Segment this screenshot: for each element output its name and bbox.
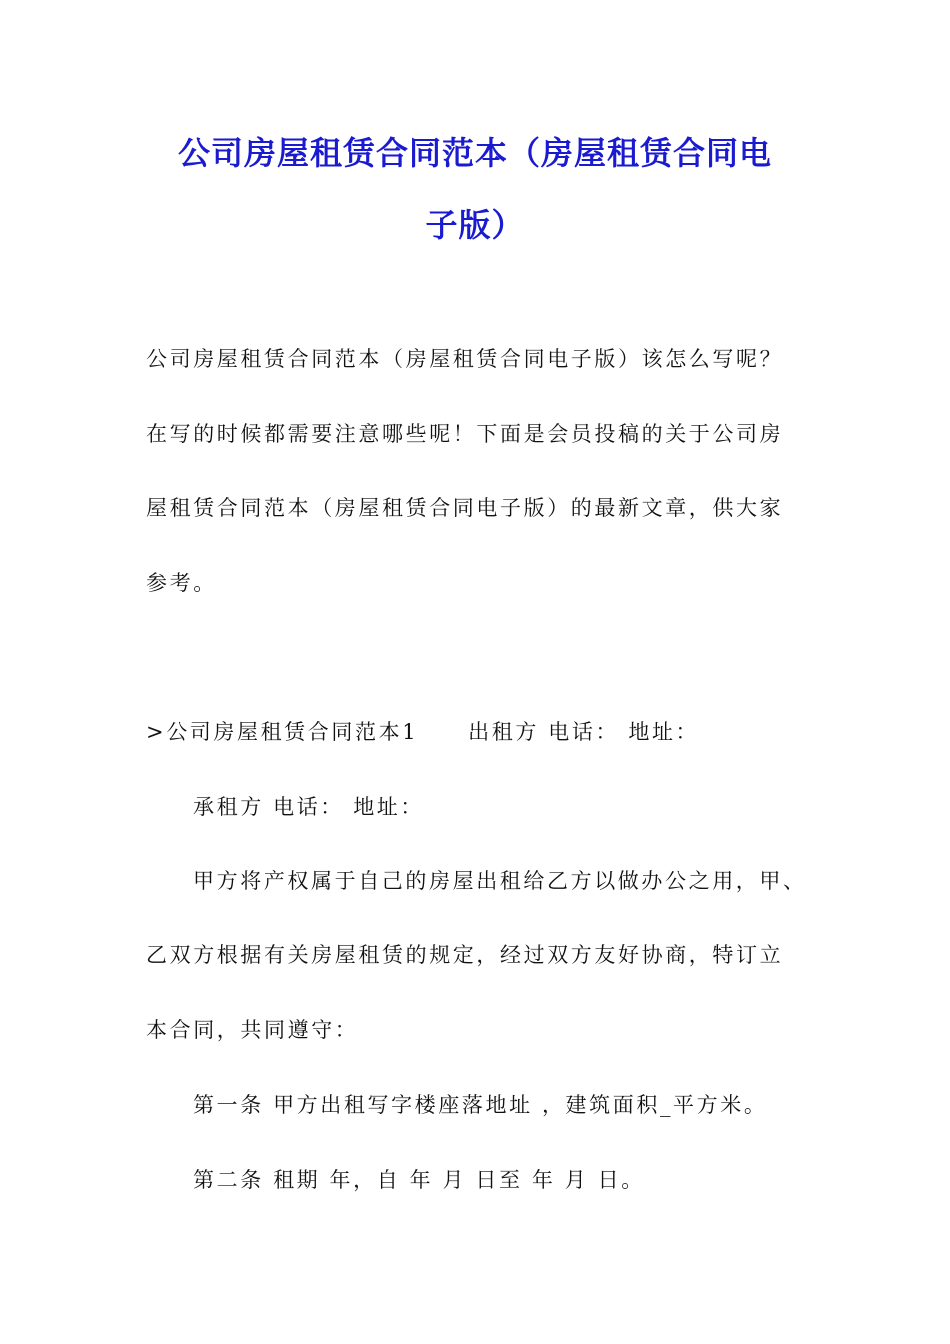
- article-2: 第二条 租期 年，自 年 月 日至 年 月 日。: [193, 1168, 645, 1192]
- section-heading: >公司房屋租赁合同范本1: [146, 720, 419, 744]
- lessee-line: [193, 792, 424, 822]
- lessee-address-label: 地址：: [353, 795, 424, 819]
- lessor-label: 出租方: [468, 720, 539, 744]
- lessee-label: 承租方: [193, 795, 264, 819]
- lessor-phone-label: 电话：: [548, 720, 620, 744]
- document-title-line-2: 子版）: [425, 206, 525, 244]
- body-line-2: 乙双方根据有关房屋租赁的规定，经过双方友好协商，特订立: [146, 943, 784, 967]
- body-line-1: 甲方将产权属于自己的房屋出租给乙方以做办公之用，甲、: [193, 869, 807, 893]
- intro-line-4: 参考。: [146, 571, 217, 595]
- lessor-address-label: 地址：: [628, 720, 700, 744]
- lessee-phone-label: 电话：: [273, 795, 344, 819]
- document-title-line-1: 公司房屋租赁合同范本（房屋租赁合同电: [177, 134, 772, 172]
- body-line-3: 本合同，共同遵守：: [146, 1018, 359, 1042]
- intro-line-1: 公司房屋租赁合同范本（房屋租赁合同电子版）该怎么写呢？: [146, 347, 784, 371]
- section-heading-line: [146, 717, 699, 747]
- intro-line-2: 在写的时候都需要注意哪些呢！下面是会员投稿的关于公司房: [146, 422, 784, 446]
- intro-line-3: 屋租赁合同范本（房屋租赁合同电子版）的最新文章，供大家: [146, 496, 784, 520]
- article-1: 第一条 甲方出租写字楼座落地址 ，建筑面积_平方米。: [193, 1093, 768, 1117]
